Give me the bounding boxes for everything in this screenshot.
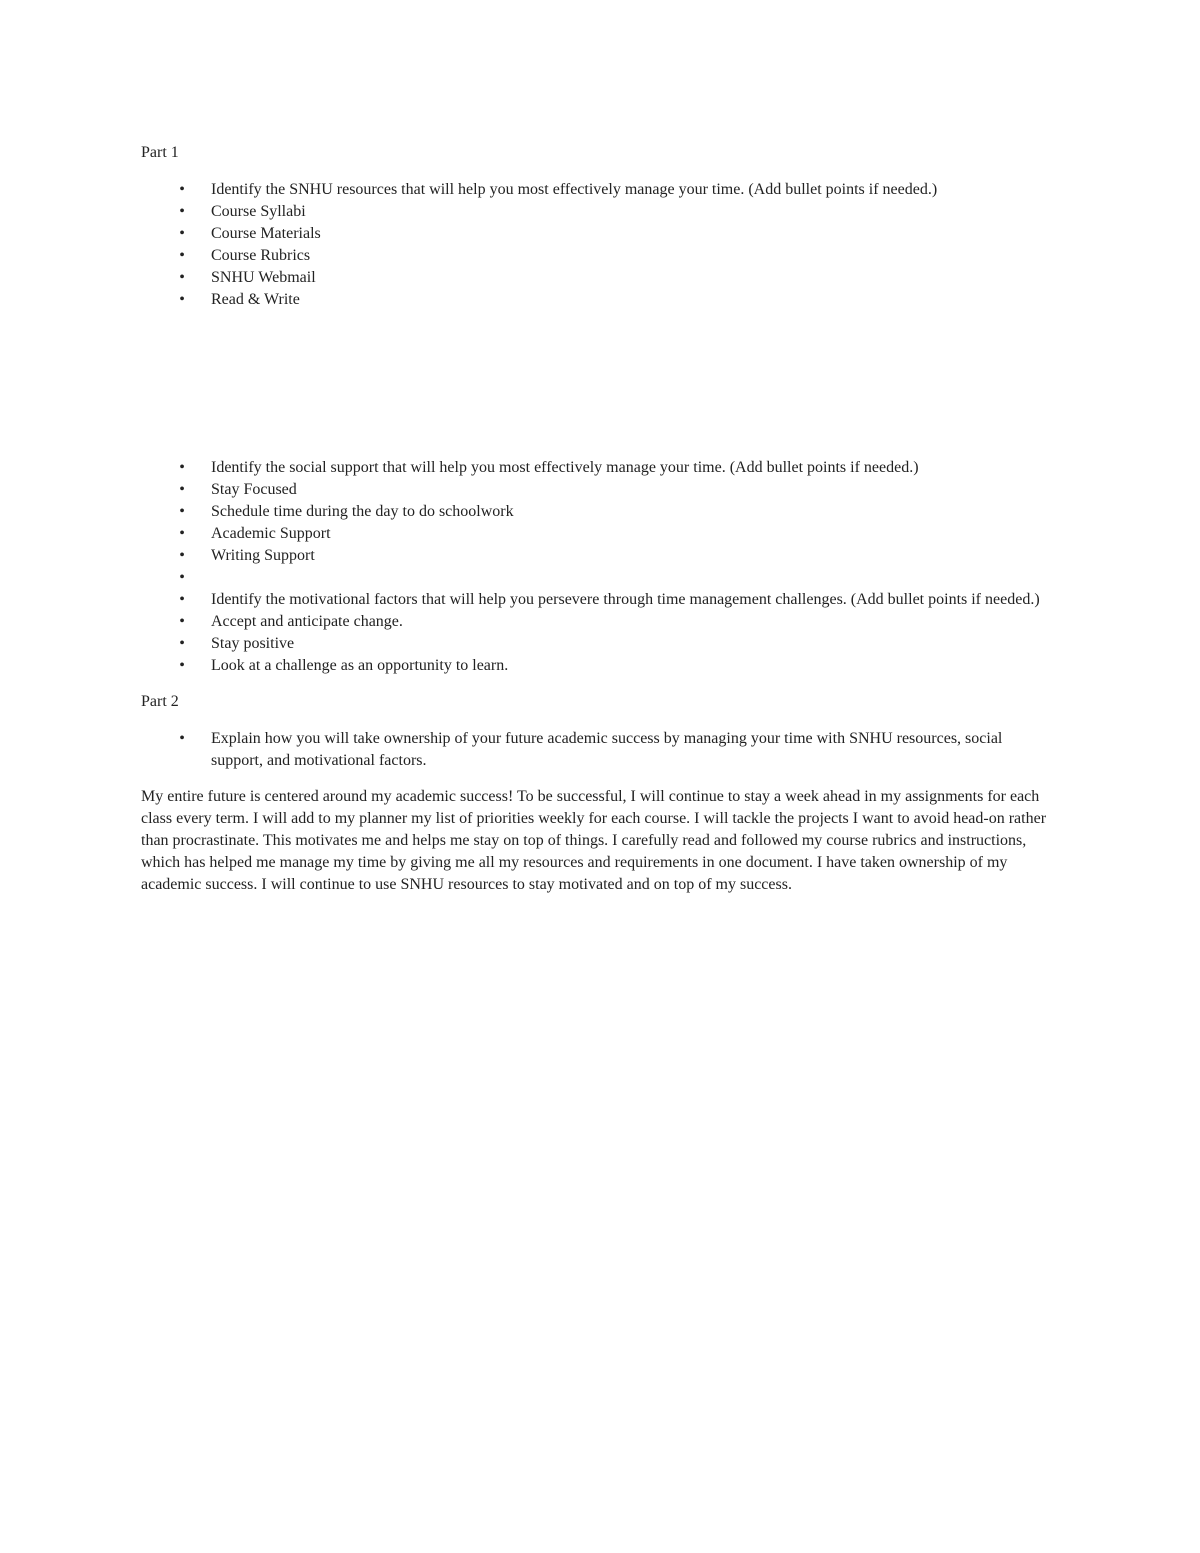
bullet-dot-icon: • [179,247,185,264]
bullet-dot-icon: • [179,613,185,630]
list-item [141,633,1051,655]
list-item [141,245,1051,267]
list-item [141,589,1051,611]
spacer [141,311,1051,457]
spacer [141,164,1051,179]
bullet-dot-icon: • [179,525,185,542]
list-item-text: Read & Write [211,291,300,308]
bullet-dot-icon: • [179,459,185,476]
bullet-dot-icon: • [179,730,185,747]
list-item-text: Course Materials [211,225,321,242]
list-item [141,179,1051,201]
spacer [141,772,1051,786]
spacer [141,713,1051,728]
list-item [141,523,1051,545]
list-item-text: Academic Support [211,525,331,542]
list-item [141,545,1051,567]
resources-list [141,179,1051,311]
list-item [141,201,1051,223]
list-item-text: SNHU Webmail [211,269,316,286]
support-list [141,457,1051,677]
bullet-dot-icon: • [179,591,185,608]
list-item-text: Identify the social support that will help you most effectively manage your time. (Add bullet points if needed.) [211,459,919,476]
bullet-dot-icon: • [179,569,185,586]
list-item [141,728,1051,772]
bullet-dot-icon: • [179,503,185,520]
bullet-dot-icon: • [179,635,185,652]
spacer [141,677,1051,691]
bullet-dot-icon: • [179,203,185,220]
bullet-dot-icon: • [179,547,185,564]
list-item [141,479,1051,501]
bullet-dot-icon: • [179,481,185,498]
list-item-text: Course Syllabi [211,203,306,220]
list-item-text: Schedule time during the day to do schoolwork [211,503,514,520]
list-item [141,501,1051,523]
list-item-text: Identify the motivational factors that will help you persevere through time management challenges. (Add bullet points if needed.) [211,591,1040,608]
list-item-text: Accept and anticipate change. [211,613,403,630]
list-item-text: Stay positive [211,635,295,652]
ownership-paragraph: My entire future is centered around my academic success! To be successful, I will continue to stay a week ahead in my assignments for each class every term. I will add to my planner my list of priorities weekly for each course. I will tackle the projects I want to avoid head-on rather than procrastinate. This motivates me and helps me stay on top of things. I carefully read and followed my course rubrics and instructions, which has helped me manage my time by giving me all my resources and requirements in one document. I have taken ownership of my academic success. I will continue to use SNHU resources to stay motivated and on top of my success. [141,788,1047,893]
list-item [141,457,1051,479]
list-item-text: Identify the SNHU resources that will help you most effectively manage your time. (Add bullet points if needed.) [211,181,938,198]
list-item [141,289,1051,311]
bullet-dot-icon: • [179,225,185,242]
list-item [141,611,1051,633]
list-item-text: Look at a challenge as an opportunity to learn. [211,657,509,674]
part2-list [141,728,1051,772]
bullet-dot-icon: • [179,181,185,198]
list-item [141,567,1051,589]
part2-heading: Part 2 [141,693,179,710]
list-item [141,223,1051,245]
part1-heading: Part 1 [141,144,179,161]
document-content [141,142,1051,896]
bullet-dot-icon: • [179,291,185,308]
list-item [141,655,1051,677]
list-item-text: Course Rubrics [211,247,311,264]
bullet-dot-icon: • [179,657,185,674]
list-item-text: Stay Focused [211,481,297,498]
list-item-text: Explain how you will take ownership of your future academic success by managing your time with SNHU resources, social support, and motivational factors. [211,730,1003,769]
list-item-text: Writing Support [211,547,315,564]
list-item [141,267,1051,289]
bullet-dot-icon: • [179,269,185,286]
